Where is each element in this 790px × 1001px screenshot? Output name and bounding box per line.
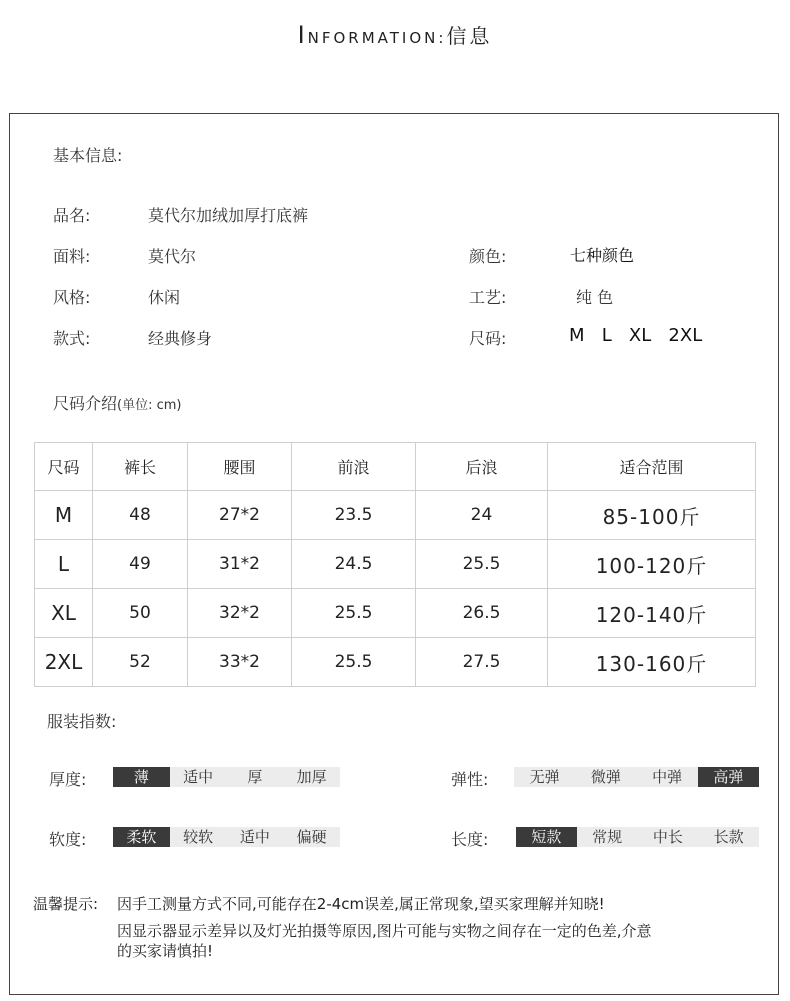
elasticity-label: 弹性: xyxy=(451,770,489,789)
table-cell-front-rise: 24.5 xyxy=(292,540,416,589)
thickness-option: 厚 xyxy=(247,768,263,786)
header-title-initial: I xyxy=(297,21,308,49)
table-cell-range: 130-160斤 xyxy=(548,638,756,687)
elasticity-option: 中弹 xyxy=(652,768,683,786)
color-value: 七种颜色 xyxy=(570,246,635,265)
size-options-value: M L XL 2XL xyxy=(569,325,703,346)
table-row xyxy=(35,638,756,687)
size-table xyxy=(34,442,756,687)
table-cell-back-rise: 26.5 xyxy=(416,589,548,638)
elasticity-option: 无弹 xyxy=(529,768,560,786)
thickness-option: 薄 xyxy=(113,767,170,787)
size-table-header: 腰围 xyxy=(188,443,292,491)
tips-line-2: 因显示器显示差异以及灯光拍摄等原因,图片可能与实物之间存在一定的色差,介意 xyxy=(117,922,652,940)
size-intro-heading xyxy=(53,391,181,414)
table-cell-length: 50 xyxy=(93,589,188,638)
product-name-label: 品名: xyxy=(53,206,91,225)
thickness-label: 厚度: xyxy=(49,770,87,789)
table-row xyxy=(35,589,756,638)
table-cell-waist: 33*2 xyxy=(188,638,292,687)
size-intro-title: 尺码介绍 xyxy=(53,394,118,413)
size-table-header: 前浪 xyxy=(292,443,416,491)
header-title-english: NFORMATION: xyxy=(307,29,447,47)
table-cell-size: L xyxy=(35,540,93,589)
tips-line-3: 的买家请慎拍! xyxy=(117,942,214,960)
table-cell-back-rise: 24 xyxy=(416,491,548,540)
thickness-option: 适中 xyxy=(183,768,214,786)
length-option: 长款 xyxy=(713,828,744,846)
size-table-header-row xyxy=(35,443,756,491)
header-title-chinese: 信息 xyxy=(446,24,493,48)
tips-line-1: 因手工测量方式不同,可能存在2-4cm误差,属正常现象,望买家理解并知晓! xyxy=(117,895,605,913)
size-table-header: 尺码 xyxy=(35,443,93,491)
size-label: 尺码: xyxy=(469,329,507,348)
softness-option: 柔软 xyxy=(113,827,170,847)
table-cell-length: 52 xyxy=(93,638,188,687)
table-cell-size: XL xyxy=(35,589,93,638)
size-table-header: 后浪 xyxy=(416,443,548,491)
length-option: 常规 xyxy=(592,828,623,846)
product-name-value: 莫代尔加绒加厚打底裤 xyxy=(148,206,309,225)
basic-info-heading: 基本信息: xyxy=(53,146,123,165)
length-scale xyxy=(516,827,759,847)
craft-value: 纯 色 xyxy=(576,288,614,307)
table-cell-range: 100-120斤 xyxy=(548,540,756,589)
table-cell-waist: 31*2 xyxy=(188,540,292,589)
table-row xyxy=(35,540,756,589)
cut-value: 经典修身 xyxy=(148,329,213,348)
table-cell-size: M xyxy=(35,491,93,540)
page-header-title xyxy=(0,20,790,49)
softness-option: 较软 xyxy=(183,828,214,846)
size-table-header: 适合范围 xyxy=(548,443,756,491)
table-cell-length: 49 xyxy=(93,540,188,589)
style-label: 风格: xyxy=(53,288,91,307)
tips-label: 温馨提示: xyxy=(33,895,99,913)
table-cell-waist: 32*2 xyxy=(188,589,292,638)
fabric-value: 莫代尔 xyxy=(148,247,197,266)
softness-label: 软度: xyxy=(49,830,87,849)
softness-option: 适中 xyxy=(239,828,270,846)
fabric-label: 面料: xyxy=(53,247,91,266)
elasticity-scale xyxy=(514,767,759,787)
length-label: 长度: xyxy=(451,830,489,849)
table-cell-front-rise: 25.5 xyxy=(292,638,416,687)
style-value: 休闲 xyxy=(148,288,181,307)
table-cell-front-rise: 25.5 xyxy=(292,589,416,638)
table-cell-length: 48 xyxy=(93,491,188,540)
table-cell-back-rise: 27.5 xyxy=(416,638,548,687)
thickness-option: 加厚 xyxy=(296,768,327,786)
table-cell-front-rise: 23.5 xyxy=(292,491,416,540)
length-option: 短款 xyxy=(516,827,577,847)
color-label: 颜色: xyxy=(469,247,507,266)
elasticity-option: 微弹 xyxy=(590,768,621,786)
softness-option: 偏硬 xyxy=(296,828,327,846)
cut-label: 款式: xyxy=(53,329,91,348)
thickness-scale xyxy=(113,767,340,787)
table-row xyxy=(35,491,756,540)
table-cell-range: 85-100斤 xyxy=(548,491,756,540)
table-cell-waist: 27*2 xyxy=(188,491,292,540)
softness-scale xyxy=(113,827,340,847)
table-cell-size: 2XL xyxy=(35,638,93,687)
size-table-header: 裤长 xyxy=(93,443,188,491)
elasticity-option: 高弹 xyxy=(698,767,759,787)
table-cell-back-rise: 25.5 xyxy=(416,540,548,589)
table-cell-range: 120-140斤 xyxy=(548,589,756,638)
length-option: 中长 xyxy=(652,828,683,846)
size-intro-unit: (单位: cm) xyxy=(117,398,182,413)
craft-label: 工艺: xyxy=(469,288,507,307)
clothing-index-heading: 服装指数: xyxy=(47,712,117,731)
